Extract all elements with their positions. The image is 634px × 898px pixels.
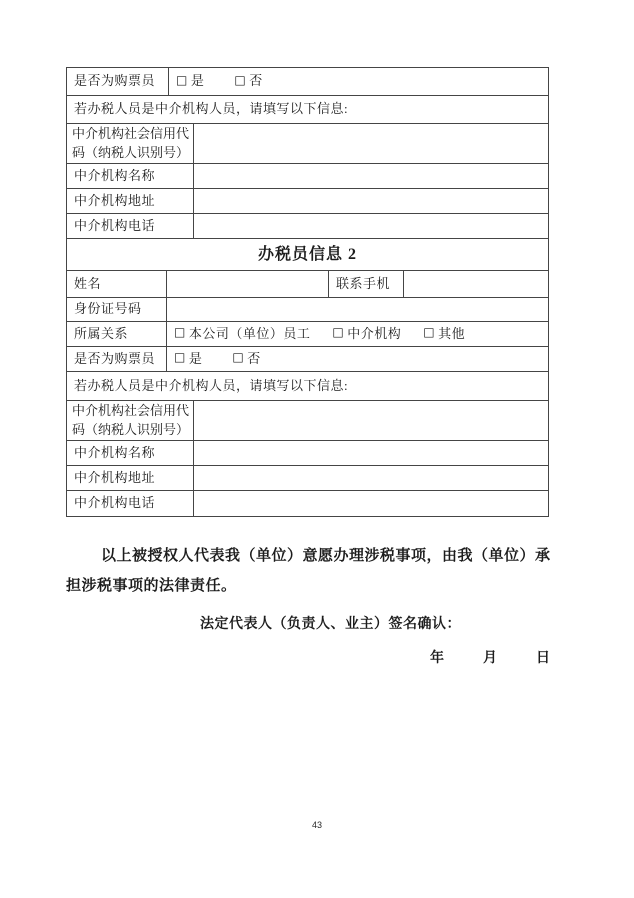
relationship-options (167, 322, 548, 346)
checkbox-icon: □ (423, 325, 436, 340)
checkbox-option-no[interactable] (232, 350, 260, 369)
signature-prompt: 法定代表人（负责人、业主）签名确认： (200, 617, 461, 632)
row-intermediary-note-2 (67, 372, 548, 401)
row-relationship (67, 322, 548, 347)
relationship-label: 所属关系 (67, 322, 167, 346)
checkbox-icon: □ (174, 325, 186, 340)
date-line (430, 647, 550, 667)
agency-phone-value-cell[interactable] (194, 214, 548, 238)
id-number-label: 身份证号码 (67, 298, 167, 321)
agency-address-value-cell[interactable] (194, 189, 548, 213)
checkbox-icon: □ (234, 72, 247, 87)
agency-phone-label: 中介机构电话 (67, 491, 194, 516)
checkbox-option-other[interactable] (423, 325, 465, 344)
ticket-buyer-options (169, 68, 548, 95)
option-label-yes: 是 (188, 350, 203, 366)
checkbox-option-agency[interactable] (332, 325, 401, 344)
checkbox-option-yes[interactable] (176, 72, 204, 91)
option-label-company-employee: 本公司（单位）员工 (188, 325, 311, 341)
row-agency-phone-1 (67, 214, 548, 239)
agency-phone-value-cell[interactable] (194, 491, 548, 516)
option-label-no: 否 (249, 73, 263, 89)
row-name-mobile (67, 271, 548, 298)
option-label-yes: 是 (190, 73, 205, 89)
agency-address-label: 中介机构地址 (67, 466, 194, 490)
option-label-agency: 中介机构 (347, 325, 402, 341)
checkbox-option-no[interactable] (234, 72, 262, 91)
row-agency-name-1 (67, 164, 548, 189)
date-day-label: 日 (536, 651, 550, 666)
checkbox-icon: □ (174, 350, 186, 365)
agency-phone-label: 中介机构电话 (67, 214, 194, 238)
row-intermediary-note-1 (67, 96, 548, 124)
agency-name-label: 中介机构名称 (67, 164, 194, 188)
id-number-value-cell[interactable] (167, 298, 548, 321)
ticket-buyer-label: 是否为购票员 (67, 347, 167, 371)
row-id-number (67, 298, 548, 322)
agency-credit-code-value-cell[interactable] (194, 401, 548, 440)
ticket-buyer-options (167, 347, 548, 371)
name-label: 姓名 (67, 271, 167, 297)
checkbox-icon: □ (176, 72, 188, 87)
agency-address-label: 中介机构地址 (67, 189, 194, 213)
row-ticket-buyer-2 (67, 347, 548, 372)
option-label-other: 其他 (438, 325, 466, 341)
option-label-no: 否 (247, 350, 261, 366)
checkbox-option-company-employee[interactable] (174, 325, 310, 344)
intermediary-note-text: 若办税人员是中介机构人员，请填写以下信息: (74, 377, 349, 393)
row-agency-address-2 (67, 466, 548, 491)
row-agency-phone-2 (67, 491, 548, 516)
agency-name-value-cell[interactable] (194, 164, 548, 188)
declaration-paragraph: 以上被授权人代表我（单位）意愿办理涉税事项，由我（单位）承担涉税事项的法律责任。 (66, 548, 551, 594)
section-title: 办税员信息 2 (257, 245, 357, 263)
name-value-cell[interactable] (167, 271, 329, 297)
agency-credit-code-label: 中介机构社会信用代码（纳税人识别号） (67, 401, 194, 440)
row-ticket-buyer-1 (67, 68, 548, 96)
row-agency-address-1 (67, 189, 548, 214)
row-section-header (67, 239, 548, 271)
agency-credit-code-value-cell[interactable] (194, 124, 548, 163)
row-agency-name-2 (67, 441, 548, 466)
ticket-buyer-label: 是否为购票员 (67, 68, 169, 95)
page-number: 43 (311, 820, 322, 830)
mobile-label: 联系手机 (329, 271, 404, 297)
mobile-value-cell[interactable] (404, 271, 548, 297)
checkbox-option-yes[interactable] (174, 350, 202, 369)
intermediary-note-text: 若办税人员是中介机构人员，请填写以下信息: (74, 101, 349, 117)
agency-credit-code-label: 中介机构社会信用代码（纳税人识别号） (67, 124, 194, 163)
checkbox-icon: □ (232, 350, 245, 365)
agency-name-value-cell[interactable] (194, 441, 548, 465)
row-agency-credit-code-2 (67, 401, 548, 441)
checkbox-icon: □ (332, 325, 345, 340)
tax-clerk-form-table (66, 67, 549, 517)
agency-address-value-cell[interactable] (194, 466, 548, 490)
date-month-label: 月 (483, 651, 497, 666)
date-year-label: 年 (430, 651, 444, 666)
row-agency-credit-code-1 (67, 124, 548, 164)
agency-name-label: 中介机构名称 (67, 441, 194, 465)
